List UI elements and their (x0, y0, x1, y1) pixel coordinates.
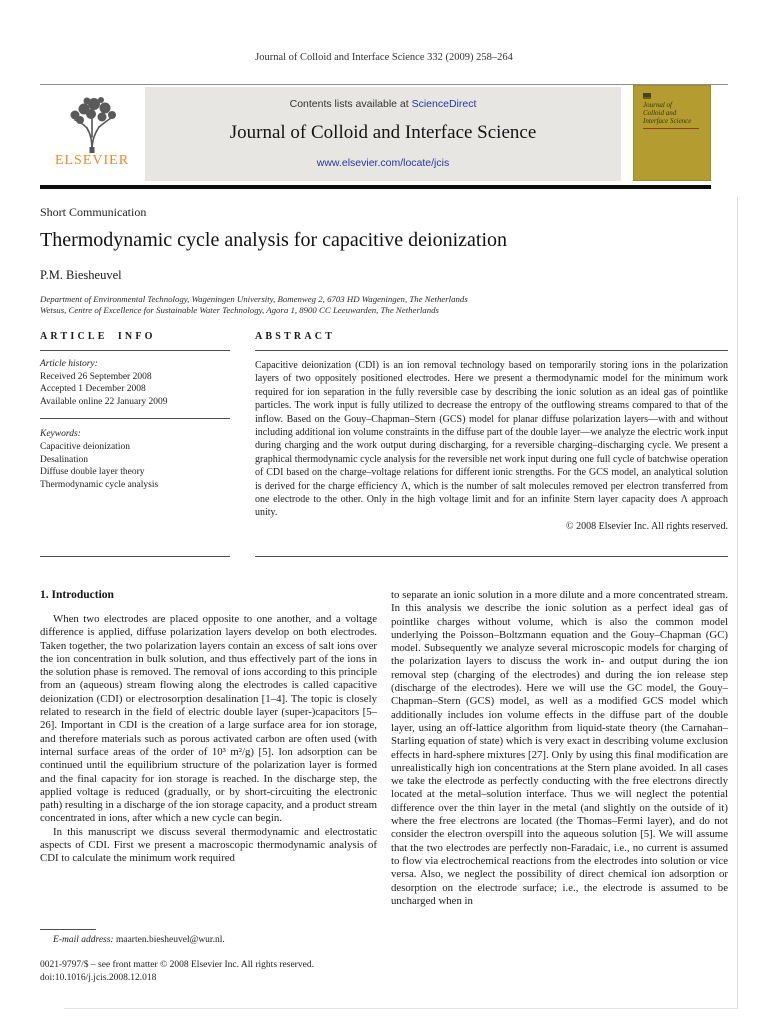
intro-paragraph-1: When two electrodes are placed opposite to one another, and a voltage difference is applied, diffuse polarization layers develop on both electrodes. Taken together, the two polarization layers contain an excess of salt ions over the ion concentration in bulk solution, and thus effectively part of the ions in the solution phase is removed. The removal of ions according to this principle from an (aqueous) stream flowing along the electrodes is called capacitive deionization (CDI) or electrosorption desalination [1–4]. The topic is closely related to research in the field of electric double layer (super-)capacitors [5–26]. Important in CDI is the creation of a large surface area for ion storage, and therefore materials such as porous activated carbon are often used (with internal surface areas of the order of 10³ m²/g) [5]. Ion adsorption can be continued until the equilibrium structure of the polarization layer is formed and the final capacity for ion storage is reached. In the discharge step, the applied voltage is reduced (gradually, or by short-circuiting the electronic path) resulting in a discharge of the ion storage capacity, and a product stream concentrated in ions, after which a new cycle can begin. (40, 613, 377, 825)
page-edge-line (64, 1008, 738, 1009)
body-right-column (391, 589, 728, 908)
keywords-label: Keywords: (40, 429, 81, 440)
journal-cover-thumbnail (633, 85, 711, 181)
keyword-line: Desalination (40, 454, 89, 465)
affiliation-line: Department of Environmental Technology, Wageningen University, Bomenweg 2, 6703 HD Wageningen, The Netherlands (40, 294, 468, 304)
article-info-column (40, 331, 230, 491)
cover-journal-logo-icon (643, 91, 651, 99)
sciencedirect-link[interactable]: ScienceDirect (411, 98, 477, 110)
keyword-line: Capacitive deionization (40, 441, 130, 452)
keywords-block (40, 428, 230, 491)
history-line: Accepted 1 December 2008 (40, 384, 146, 395)
article-affiliations (40, 294, 728, 316)
article-title: Thermodynamic cycle analysis for capacitive deionization (40, 229, 508, 251)
page-edge-line (737, 196, 738, 1008)
footnote-block (40, 929, 377, 945)
abstract-heading: ABSTRACT (255, 331, 336, 342)
contents-list-line (145, 98, 621, 110)
elsevier-logo (42, 91, 142, 181)
history-label: Article history: (40, 359, 98, 369)
abstract-column (255, 331, 728, 532)
abstract-copyright: © 2008 Elsevier Inc. All rights reserved. (565, 520, 728, 532)
intro-paragraph-2: In this manuscript we discuss several thermodynamic and electrostatic aspects of CDI. First we present a macroscopic thermodynamic analysis of CDI to calculate the minimum work required (40, 825, 377, 865)
issn-copyright-line: 0021-9797/$ – see front matter © 2008 Elsevier Inc. All rights reserved. (40, 960, 314, 970)
running-head-citation: Journal of Colloid and Interface Science 332 (2009) 258–264 (255, 52, 513, 63)
cover-rule (643, 128, 699, 129)
keyword-line: Diffuse double layer theory (40, 467, 145, 478)
divider (40, 350, 230, 351)
email-address-link[interactable]: maarten.biesheuvel@wur.nl. (115, 935, 225, 945)
banner-journal-title: Journal of Colloid and Interface Science (229, 122, 537, 143)
article-author: P.M. Biesheuvel (40, 268, 122, 282)
journal-website-link[interactable]: www.elsevier.com/locate/jcis (316, 157, 450, 169)
body-left-column (40, 589, 377, 866)
email-label: E-mail address: (53, 935, 114, 945)
email-footnote (40, 935, 377, 945)
page-footer (40, 959, 400, 985)
contents-prefix-text: Contents lists available at (289, 98, 412, 110)
doi-line: doi:10.1016/j.jcis.2008.12.018 (40, 973, 157, 983)
divider (40, 556, 230, 557)
history-line: Available online 22 January 2009 (40, 396, 168, 407)
article-history-block (40, 358, 230, 408)
banner-bottom-rule (40, 185, 711, 189)
article-info-heading: ARTICLE INFO (40, 331, 156, 342)
divider (255, 556, 728, 557)
intro-paragraph-continuation: to separate an ionic solution in a more dilute and a more concentrated stream. In this analysis we describe the ionic solution as a perfect ideal gas of pointlike charges without volume, which is also the common model underlying the Poisson–Boltzmann equation and the Gouy–Chapman (GC) model. Subsequently we analyze several microscopic models for charging of the polarization layers to discuss the work in- and output during the ion removal step (charging of the electrodes) and during the ion release step (discharge of the electrodes). Here we will use the GC model, the Gouy–Chapman–Stern (GCS) model, as well as a modified GCS model which additionally includes ion volume effects in the diffuse part of the double layer, using an off-lattice algorithm from liquid-state theory (the Carnahan–Starling equation of state) which is very exact in describing volume exclusion effects in hard-sphere mixtures [27]. Only by using this final modification are unrealistically high ion concentrations at the Stern plane avoided. In all cases we take the electrode as perfectly conducting with the free electrons directly located at the metal–solution interface. Thus we will neglect the potential difference over the thin layer in the metal (and slightly on the outside of it) where the free electrons are located (the Thomas–Fermi layer), and do not consider the electron overspill into the aqueous solution [5]. We will assume that the two electrodes are perfectly non-Faradaic, i.e., no current is assumed to flow via electrochemical reactions from the electrodes into solution or vice versa. Also, we neglect the possibility of direct chemical ion adsorption or desorption on the electrode surface; i.e., the electrode is assumed to be uncharged when in (391, 589, 728, 907)
divider (40, 418, 230, 419)
cover-title-text: Journal of Colloid and Interface Science (643, 101, 692, 125)
history-line: Received 26 September 2008 (40, 371, 152, 382)
banner-center-box (145, 87, 621, 181)
elsevier-tree-icon (42, 91, 142, 155)
footnote-rule (40, 929, 96, 930)
keyword-line: Thermodynamic cycle analysis (40, 479, 159, 490)
abstract-text: Capacitive deionization (CDI) is an ion removal technology based on temporarily storing ions in the polarization layers of two oppositely positioned electrodes. Here we present a thermodynamic model for the minimum work required for ion separation in the fully reversible case by describing the ionic solution as an ideal gas of pointlike particles. The work input is fully utilized to decrease the entropy of the outflowing streams compared to that of the inflow. Based on the Gouy–Chapman–Stern (GCS) model for planar diffuse polarization layers—with and without including additional ion volume constraints in the diffuse part of the double layer—we analyze the electric work input during charging and the work output during discharging, for a reversible charging–discharging cycle. We present a graphical thermodynamic cycle analysis for the reversible net work input during one full cycle of batchwise operation of CDI based on the charge–voltage relations for different ionic strengths. For the GCS model, an analytical solution is derived for the charge efficiency Λ, which is the number of salt molecules removed per electron transferred from one electrode to the other. Only in the high voltage limit and for an infinite Stern layer capacity does Λ approach unity. (255, 360, 728, 519)
elsevier-wordmark: ELSEVIER (54, 153, 130, 168)
journal-banner (40, 84, 728, 183)
article-type-label: Short Communication (40, 205, 147, 219)
article-header (40, 205, 728, 316)
affiliation-line: Wetsus, Centre of Excellence for Sustainable Water Technology, Agora 1, 8900 CC Leeuwarden, The Netherlands (40, 305, 439, 315)
divider (255, 350, 728, 351)
section-1-heading: 1. Introduction (40, 589, 114, 601)
